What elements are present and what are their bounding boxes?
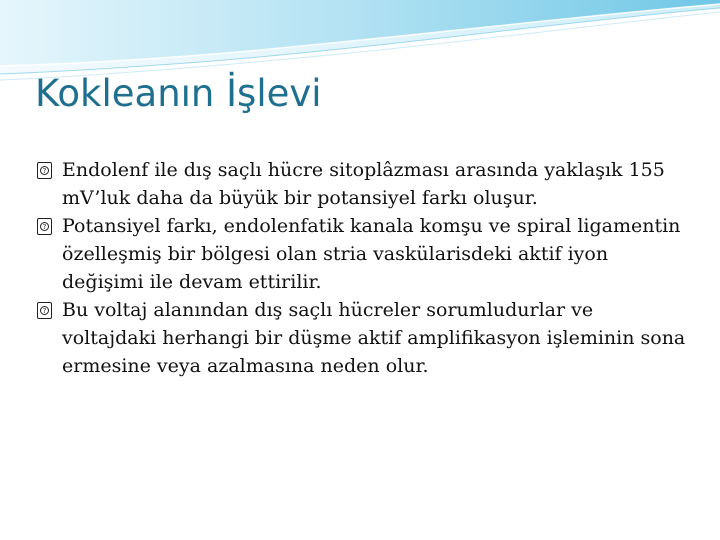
page-title: Kokleanın İşlevi: [35, 72, 322, 115]
bullet-list: [36, 156, 686, 380]
svg-text:?: ?: [42, 307, 47, 315]
bullet-text: Potansiyel farkı, endolenfatik kanala komşu ve spiral ligamentin özelleşmiş bir bölgesi olan stria vaskülarisdeki aktif iyon değişimi ile devam ettirilir.: [62, 215, 681, 293]
bullet-text: Endolenf ile dış saçlı hücre sitoplâzması arasında yaklaşık 155 mV’luk daha da büyük bir potansiyel farkı oluşur.: [62, 159, 665, 209]
replacement-glyph-icon: [37, 218, 52, 235]
svg-text:?: ?: [42, 223, 47, 231]
replacement-glyph-icon: [37, 302, 52, 319]
list-item: [36, 212, 686, 296]
replacement-glyph-icon: [37, 162, 52, 179]
list-item: [36, 296, 686, 380]
list-item: [36, 156, 686, 212]
svg-text:?: ?: [42, 167, 47, 175]
bullet-text: Bu voltaj alanından dış saçlı hücreler sorumludurlar ve voltajdaki herhangi bir düşme aktif amplifikasyon işleminin sona ermesine veya azalmasına neden olur.: [62, 299, 686, 377]
